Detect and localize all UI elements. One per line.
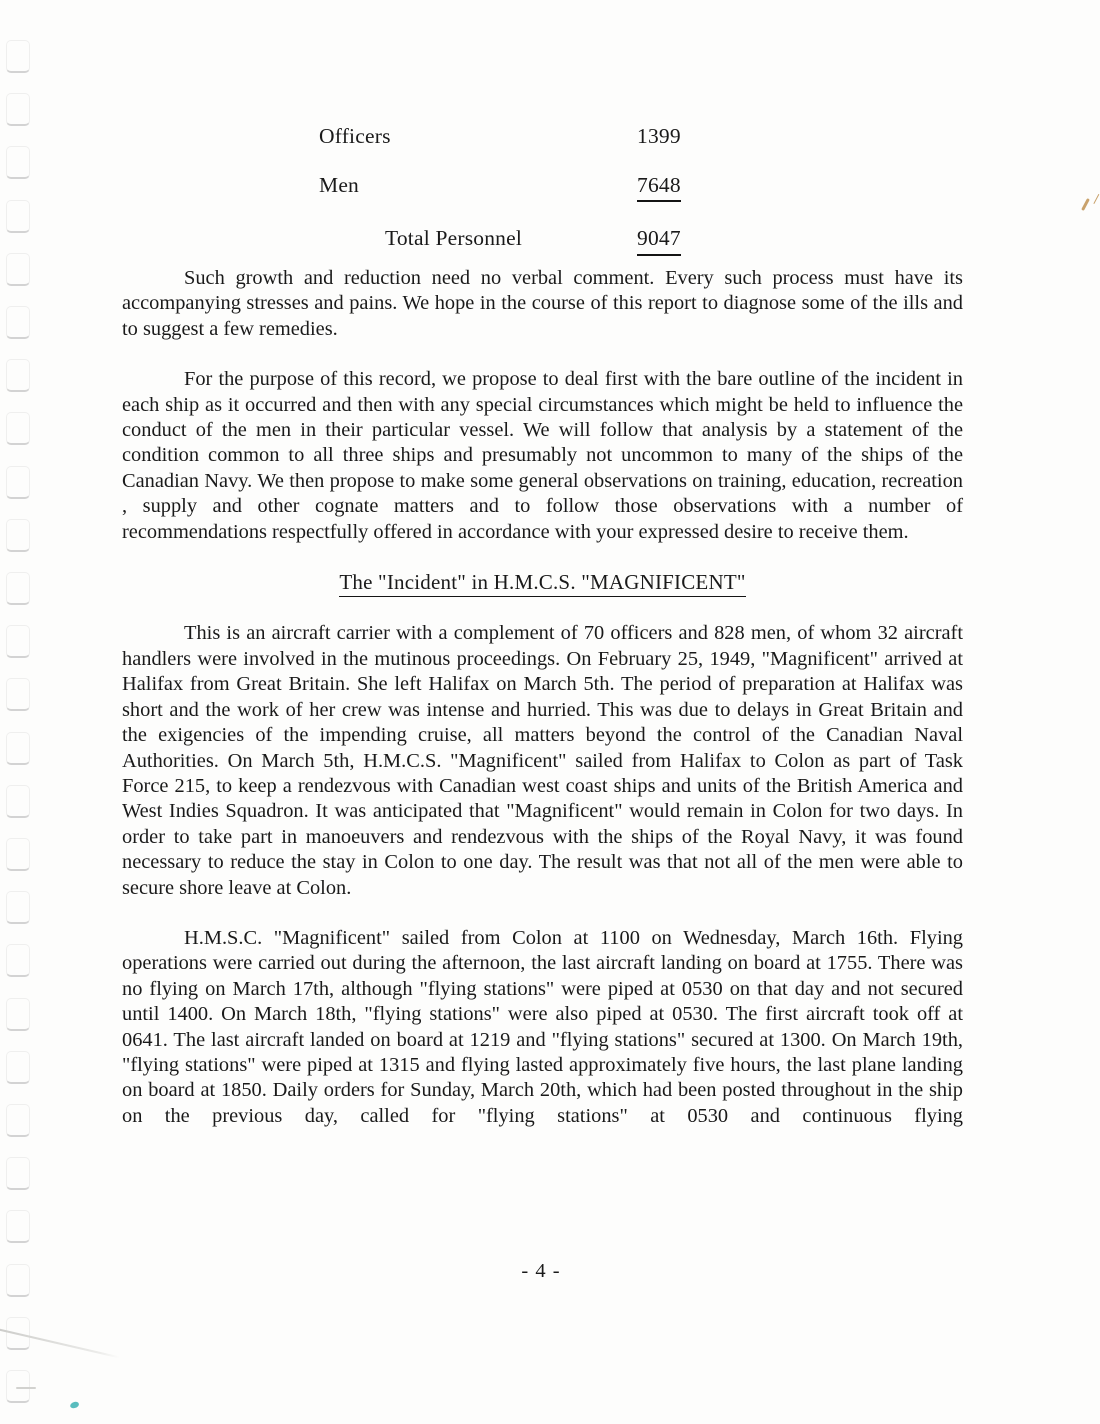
page-number: - 4 - — [521, 1260, 561, 1282]
body-paragraph-purpose: For the purpose of this record, we propose to deal first with the bare outline of the incident in each ship as it occurred and then with any special circumstances which might be held to influence the conduct of the men in their particular vessel. We will follow that analysis by a statement of the condition common to all three ships and presumably not uncommon to many of the ships of the Canadian Navy. We then propose to make some general observations on training, education, recreation , supply and other cognate matters and to follow those observations with a number of recommendations respectfully offered in accordance with your expressed desire to receive them. — [122, 368, 963, 543]
table-row — [0, 173, 1100, 205]
binder-hole — [6, 93, 30, 126]
binder-hole — [6, 1157, 30, 1190]
binder-hole — [6, 678, 30, 711]
table-row — [0, 226, 1100, 258]
binder-hole — [6, 412, 30, 445]
men-value: 7648 — [637, 173, 681, 202]
body-text — [122, 266, 963, 1154]
binder-hole — [6, 625, 30, 658]
men-label: Men — [319, 173, 360, 197]
binder-hole — [6, 359, 30, 392]
binder-hole — [6, 1051, 30, 1084]
binder-hole — [6, 1210, 30, 1243]
scan-speck — [69, 1401, 79, 1409]
total-personnel-label: Total Personnel — [385, 226, 523, 250]
binder-hole — [6, 998, 30, 1031]
binder-hole — [6, 891, 30, 924]
binder-hole — [6, 944, 30, 977]
officers-label: Officers — [319, 124, 391, 148]
body-paragraph-growth: Such growth and reduction need no verbal comment. Every such process must have its accompanying stresses and pains. We hope in the course of this report to diagnose some of the ills and to suggest a few remedies. — [122, 267, 963, 340]
binder-hole — [6, 785, 30, 818]
binder-hole — [6, 572, 30, 605]
table-row — [0, 124, 1100, 156]
crease-mark — [16, 1387, 36, 1389]
officers-value: 1399 — [637, 124, 681, 148]
binder-hole — [6, 466, 30, 499]
binder-hole — [6, 1104, 30, 1137]
binder-hole — [6, 519, 30, 552]
body-paragraph-sailing: H.M.S.C. "Magnificent" sailed from Colon at 1100 on Wednesday, March 16th. Flying operations were carried out during the afternoon, the last aircraft landing on board at 1755. There was no flying on March 17th, although "flying stations" were piped at 0530 on that day and not secured until 1400. On March 18th, "flying stations" were also piped at 0530. The first aircraft took off at 0641. The last aircraft landed on board at 1219 and "flying stations" secured at 1300. On March 19th, "flying stations" were piped at 1315 and flying lasted approximately five hours, the last plane landing on board at 1850. Daily orders for Sunday, March 20th, which had been posted throughout in the ship on the previous day, called for "flying stations" at 0530 and continuous flying — [122, 926, 963, 1127]
binder-hole — [6, 732, 30, 765]
body-paragraph-carrier: This is an aircraft carrier with a complement of 70 officers and 828 men, of whom 32 aircraft handlers were involved in the mutinous proceedings. On February 25, 1949, "Magnificent" arrived at Halifax from Great Britain. She left Halifax on March 5th. The period of preparation at Halifax was short and the work of her crew was intense and hurried. This was due to delays in Great Britain and the exigencies of the impending cruise, all matters beyond the control of the Canadian Naval Authorities. On March 5th, H.M.C.S. "Magnificent" sailed from Halifax to Colon as part of Task Force 215, to keep a rendezvous with Canadian west coast ships and units of the British America and West Indies Squadron. It was anticipated that "Magnificent" would remain in Colon for two days. In order to take part in manoeuvers and rendezvous with the ships of the Royal Navy, it was found necessary to reduce the stay in Colon to one day. The result was that not all of the men were able to secure shore leave at Colon. — [122, 622, 963, 899]
total-personnel-value: 9047 — [637, 226, 681, 256]
section-heading — [122, 570, 963, 595]
binder-hole — [6, 40, 30, 73]
binder-hole — [6, 306, 30, 339]
section-heading-text: The "Incident" in H.M.C.S. "MAGNIFICENT" — [339, 570, 745, 597]
binder-hole — [6, 838, 30, 871]
